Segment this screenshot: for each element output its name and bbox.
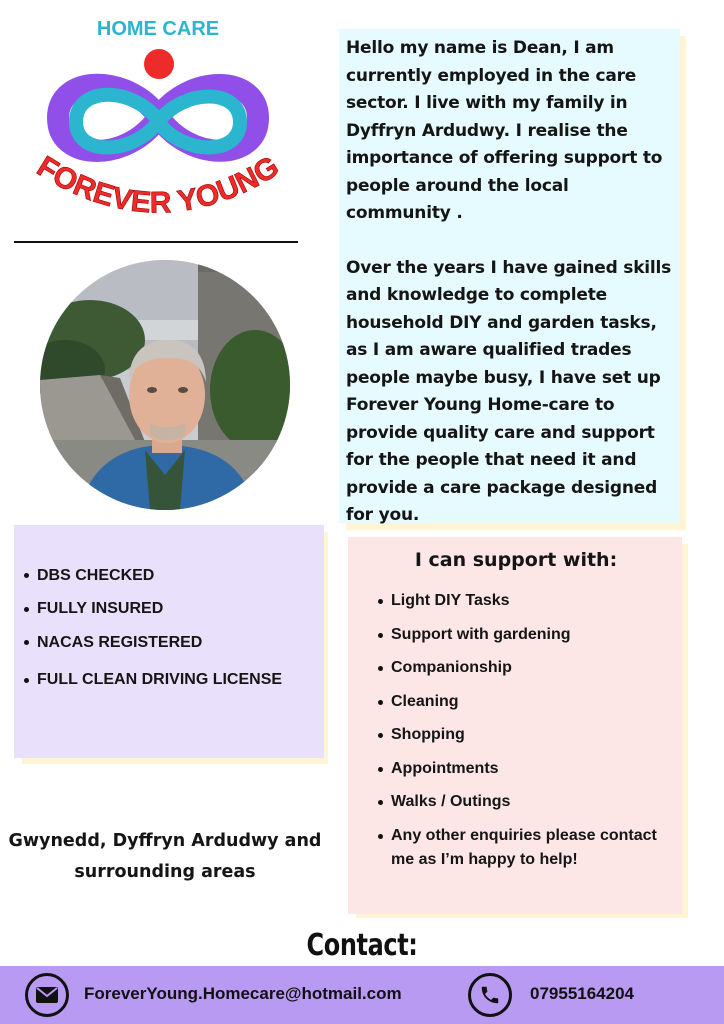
service-item: Light DIY Tasks	[378, 591, 682, 625]
credentials-list	[14, 559, 324, 697]
credential-item: NACAS REGISTERED	[24, 626, 324, 660]
bio-paragraph-skills: Over the years I have gained skills and knowledge to complete household DIY and garden tasks, as I am aware qualified trades people maybe busy, I have set up Forever Young Home-care to provide quality care and support for the people that need it and provide a care package designed for you.	[346, 257, 672, 525]
bullet-icon	[378, 733, 383, 738]
bullet-icon	[378, 666, 383, 671]
service-area	[0, 826, 330, 888]
logo-arc-text: FOREVER YOUNG	[31, 149, 285, 220]
bullet-icon	[24, 640, 29, 645]
phone-icon[interactable]	[468, 973, 512, 1017]
envelope-icon[interactable]	[25, 973, 69, 1017]
bullet-icon	[24, 573, 29, 578]
bullet-icon	[378, 767, 383, 772]
credentials-box	[14, 525, 324, 758]
service-item: Shopping	[378, 725, 682, 759]
service-item: Cleaning	[378, 692, 682, 726]
bullet-icon	[24, 678, 29, 683]
infinity-logo-icon	[28, 46, 288, 236]
service-area-line-2: surrounding areas	[74, 862, 256, 882]
credential-item: DBS CHECKED	[24, 559, 324, 593]
service-item: Companionship	[378, 658, 682, 692]
contact-phone[interactable]: 07955164204	[530, 984, 635, 1003]
service-area-line-1: Gwynedd, Dyffryn Ardudwy and	[8, 831, 322, 851]
services-box	[348, 537, 682, 914]
service-item: Appointments	[378, 759, 682, 793]
services-heading: I can support with:	[414, 549, 618, 571]
services-list	[348, 591, 682, 872]
service-item: Walks / Outings	[378, 792, 682, 826]
credential-item: FULLY INSURED	[24, 593, 324, 627]
bullet-icon	[378, 599, 383, 604]
bullet-icon	[378, 700, 383, 705]
service-item: Support with gardening	[378, 625, 682, 659]
service-item: Any other enquiries please contact me as I’m happy to help!	[378, 826, 682, 872]
bio-box	[339, 29, 680, 523]
bullet-icon	[378, 800, 383, 805]
svg-text:FOREVER YOUNG	[31, 150, 285, 220]
credential-item: FULL CLEAN DRIVING LICENSE	[24, 664, 324, 698]
contact-title: Contact:	[306, 928, 418, 963]
bio-paragraph-intro: Hello my name is Dean, I am currently employed in the care sector. I live with my family in Dyffryn Ardudwy. I realise the importance of offering support to people around the local community .	[346, 38, 663, 223]
bullet-icon	[378, 834, 383, 839]
divider-line	[14, 241, 298, 243]
profile-photo	[40, 260, 290, 510]
bullet-icon	[378, 633, 383, 638]
bullet-icon	[24, 607, 29, 612]
logo-top-text: HOME CARE	[96, 18, 220, 40]
contact-email[interactable]: ForeverYoung.Homecare@hotmail.com	[84, 984, 402, 1003]
home-care-logo	[28, 18, 288, 228]
contact-footer	[0, 966, 724, 1024]
